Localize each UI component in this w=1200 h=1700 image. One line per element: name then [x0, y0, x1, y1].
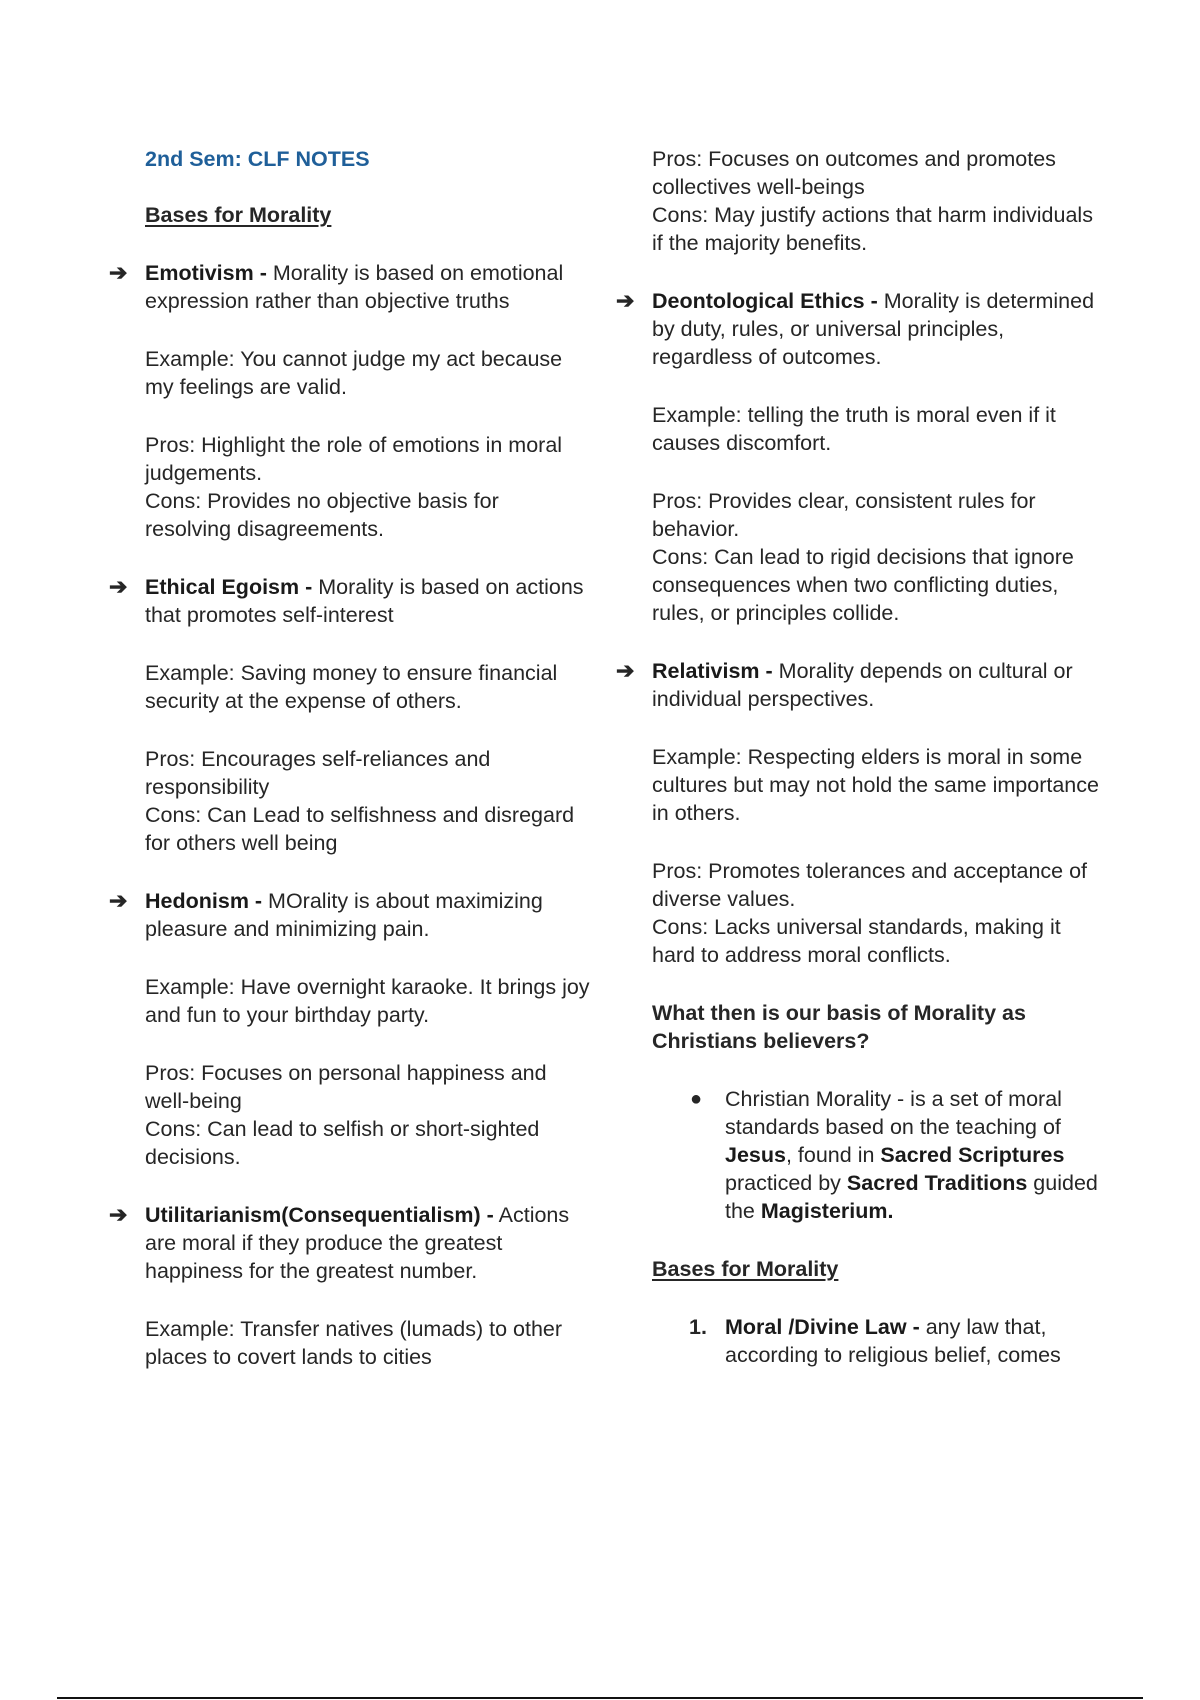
pros-text: Pros: Promotes tolerances and acceptance of diverse values.	[652, 859, 1088, 911]
arrow-icon: ➔	[616, 658, 635, 683]
definition: Morality is based on emotional expression rather than objective truths	[145, 261, 564, 313]
text-run: practiced by	[725, 1171, 847, 1195]
term: Ethical Egoism -	[145, 575, 313, 599]
bullet-item-christian-morality	[690, 1085, 1102, 1225]
example-text: Example: Have overnight karaoke. It brings joy and fun to your birthday party.	[145, 975, 590, 1027]
question-heading: What then is our basis of Morality as Christians believers?	[652, 1001, 1026, 1053]
list-item-relativism	[616, 657, 1102, 969]
definition: Morality is determined by duty, rules, or universal principles, regardless of outcomes.	[652, 289, 1095, 369]
list-item-ethical-egoism	[109, 573, 590, 857]
definition: Morality is based on actions that promotes self-interest	[145, 575, 584, 627]
term: Deontological Ethics -	[652, 289, 878, 313]
term: Relativism -	[652, 659, 773, 683]
list-item-emotivism	[109, 259, 590, 543]
pros-text: Pros: Focuses on personal happiness and well-being	[145, 1061, 547, 1113]
bold-run: Magisterium.	[760, 1199, 894, 1223]
numbered-item-moral-divine-law	[689, 1313, 1102, 1369]
cons-text: Cons: Can lead to rigid decisions that ignore consequences when two conflicting duties, rules, or principles collide.	[652, 545, 1074, 625]
text-run: Christian Morality - is a set of moral standards based on the teaching of	[725, 1087, 1062, 1139]
example-text: Example: telling the truth is moral even if it causes discomfort.	[652, 403, 1056, 455]
term: Hedonism -	[145, 889, 263, 913]
definition: Actions are moral if they produce the greatest happiness for the greatest number.	[145, 1203, 570, 1283]
text-run: , found in	[785, 1143, 881, 1167]
example-text: Example: You cannot judge my act because my feelings are valid.	[145, 347, 563, 399]
left-column	[109, 132, 590, 1371]
pros-text: Pros: Highlight the role of emotions in moral judgements.	[145, 433, 563, 485]
arrow-icon: ➔	[109, 1202, 128, 1227]
cons-text: Cons: May justify actions that harm individuals if the majority benefits.	[652, 203, 1093, 255]
pros-text: Pros: Provides clear, consistent rules for behavior.	[652, 489, 1036, 541]
bullet-icon: ●	[690, 1088, 703, 1110]
term: Moral /Divine Law -	[725, 1315, 920, 1339]
page-title: 2nd Sem: CLF NOTES	[145, 147, 370, 171]
term: Utilitarianism(Consequentialism) -	[145, 1203, 494, 1227]
definition: any law that, according to religious belief, comes	[725, 1315, 1061, 1367]
example-text: Example: Saving money to ensure financial security at the expense of others.	[145, 661, 558, 713]
section-heading-2: Bases for Morality	[652, 1257, 839, 1281]
cons-text: Cons: Lacks universal standards, making it hard to address moral conflicts.	[652, 915, 1061, 967]
cons-text: Cons: Provides no objective basis for resolving disagreements.	[145, 489, 499, 541]
bold-run: Jesus	[725, 1143, 786, 1167]
section-heading: Bases for Morality	[145, 203, 332, 227]
arrow-icon: ➔	[616, 288, 635, 313]
right-column	[616, 132, 1102, 1369]
arrow-icon: ➔	[109, 574, 128, 599]
bold-run: Sacred Scriptures	[880, 1143, 1065, 1167]
example-text: Example: Respecting elders is moral in some cultures but may not hold the same importance in others.	[652, 745, 1099, 825]
pros-text: Pros: Encourages self-reliances and responsibility	[145, 747, 491, 799]
footer-rule	[57, 1697, 1143, 1699]
cons-text: Cons: Can lead to selfish or short-sighted decisions.	[145, 1117, 540, 1169]
definition: Morality depends on cultural or individual perspectives.	[652, 659, 1073, 711]
list-number: 1.	[689, 1315, 707, 1339]
list-item-utilitarianism	[109, 1201, 590, 1371]
term: Emotivism -	[145, 261, 267, 285]
arrow-icon: ➔	[109, 888, 128, 913]
pros-text: Pros: Focuses on outcomes and promotes collectives well-beings	[652, 147, 1056, 199]
definition: MOrality is about maximizing pleasure and minimizing pain.	[145, 889, 543, 941]
bold-run: Sacred Traditions	[846, 1171, 1028, 1195]
list-item-hedonism	[109, 887, 590, 1171]
arrow-icon: ➔	[109, 260, 128, 285]
text-run: guided the	[725, 1171, 1098, 1223]
cons-text: Cons: Can Lead to selfishness and disregard for others well being	[145, 803, 575, 855]
example-text: Example: Transfer natives (lumads) to other places to covert lands to cities	[145, 1317, 563, 1369]
list-item-deontological-ethics	[616, 287, 1102, 627]
